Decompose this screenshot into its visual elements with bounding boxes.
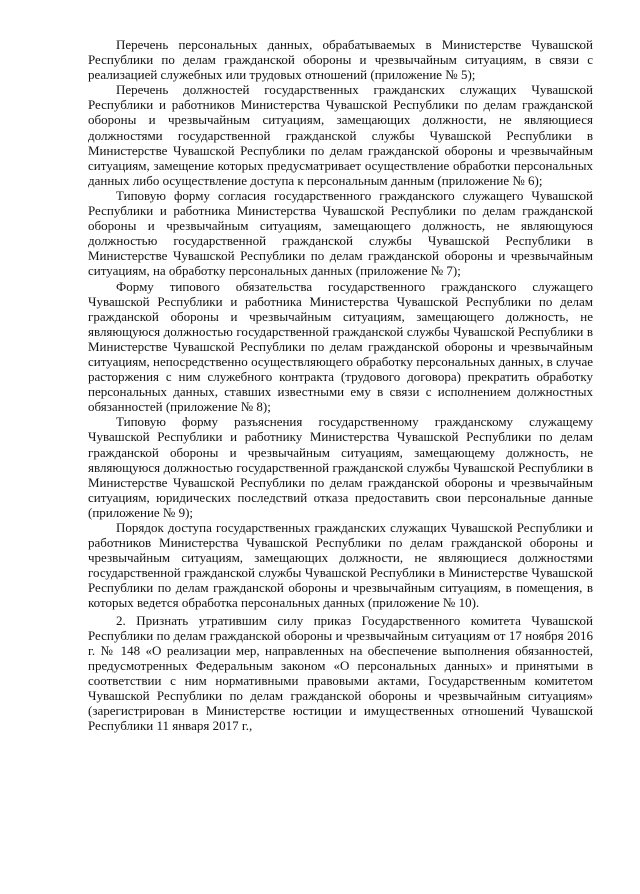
paragraph-obligation-form: Форму типового обязательства государственного гражданского служащего Чувашской Республики и работника Министерства Чувашской Республики по делам гражданской обороны и чрезвычайным ситуациям, замещающего должность, не являющуюся должностью государственной гражданской службы Чувашской Республики в Министерстве Чувашской Республики по делам гражданской обороны и чрезвычайным ситуациям, непосредственно осуществляющего обработку персональных данных, в случае расторжения с ним служебного контракта (трудового договора) прекратить обработку персональных данных, ставших известными ему в связи с исполнением должностных обязанностей (приложение № 8); [88, 278, 593, 415]
paragraph-personal-data-list: Перечень персональных данных, обрабатываемых в Министерстве Чувашской Республики по делам гражданской обороны и чрезвычайным ситуациям, в связи с реализацией служебных или трудовых отношений (приложение № 5); [88, 37, 593, 83]
paragraph-access-procedure: Порядок доступа государственных гражданских служащих Чувашской Республики и работников Министерства Чувашской Республики по делам гражданской обороны и чрезвычайным ситуациям, замещающих должности, не являющиеся должностями государственной гражданской службы Чувашской Республики в Министерстве Чувашской Республики по делам гражданской обороны и чрезвычайным ситуациям, в помещения, в которых ведется обработка персональных данных (приложение № 10). [88, 520, 593, 611]
document-page [88, 37, 593, 733]
paragraph-repeal-order: 2. Признать утратившим силу приказ Государственного комитета Чувашской Республики по делам гражданской обороны и чрезвычайным ситуациям от 17 ноября 2016 г. № 148 «О реализации мер, направленных на обеспечение выполнения обязанностей, предусмотренных Федеральным законом «О персональных данных» и принятыми в соответствии с ним нормативными правовыми актами, Государственным комитетом Чувашской Республики по делам гражданской обороны и чрезвычайным ситуациям» (зарегистрирован в Министерстве юстиции и имущественных отношений Чувашской Республики 11 января 2017 г., [88, 612, 593, 734]
paragraph-explanation-form: Типовую форму разъяснения государственному гражданскому служащему Чувашской Республики и работнику Министерства Чувашской Республики по делам гражданской обороны и чрезвычайным ситуациям, замещающему должность, не являющуюся должностью государственной гражданской службы Чувашской Республики в Министерстве Чувашской Республики по делам гражданской обороны и чрезвычайным ситуациям, юридических последствий отказа предоставить свои персональные данные (приложение № 9); [88, 414, 593, 520]
paragraph-positions-list: Перечень должностей государственных гражданских служащих Чувашской Республики и работников Министерства Чувашской Республики по делам гражданской обороны и чрезвычайным ситуациям, замещающих должности, не являющиеся должностями государственной гражданской службы Чувашской Республики в Министерстве Чувашской Республики по делам гражданской обороны и чрезвычайным ситуациям, замещение которых предусматривает осуществление обработки персональных данных либо осуществление доступа к персональным данным (приложение № 6); [88, 82, 593, 188]
paragraph-consent-form: Типовую форму согласия государственного гражданского служащего Чувашской Республики и работника Министерства Чувашской Республики по делам гражданской обороны и чрезвычайным ситуациям, замещающего должность, не являющуюся должностью государственной гражданской службы Чувашской Республики в Министерстве Чувашской Республики по делам гражданской обороны и чрезвычайным ситуациям, на обработку персональных данных (приложение № 7); [88, 187, 593, 279]
